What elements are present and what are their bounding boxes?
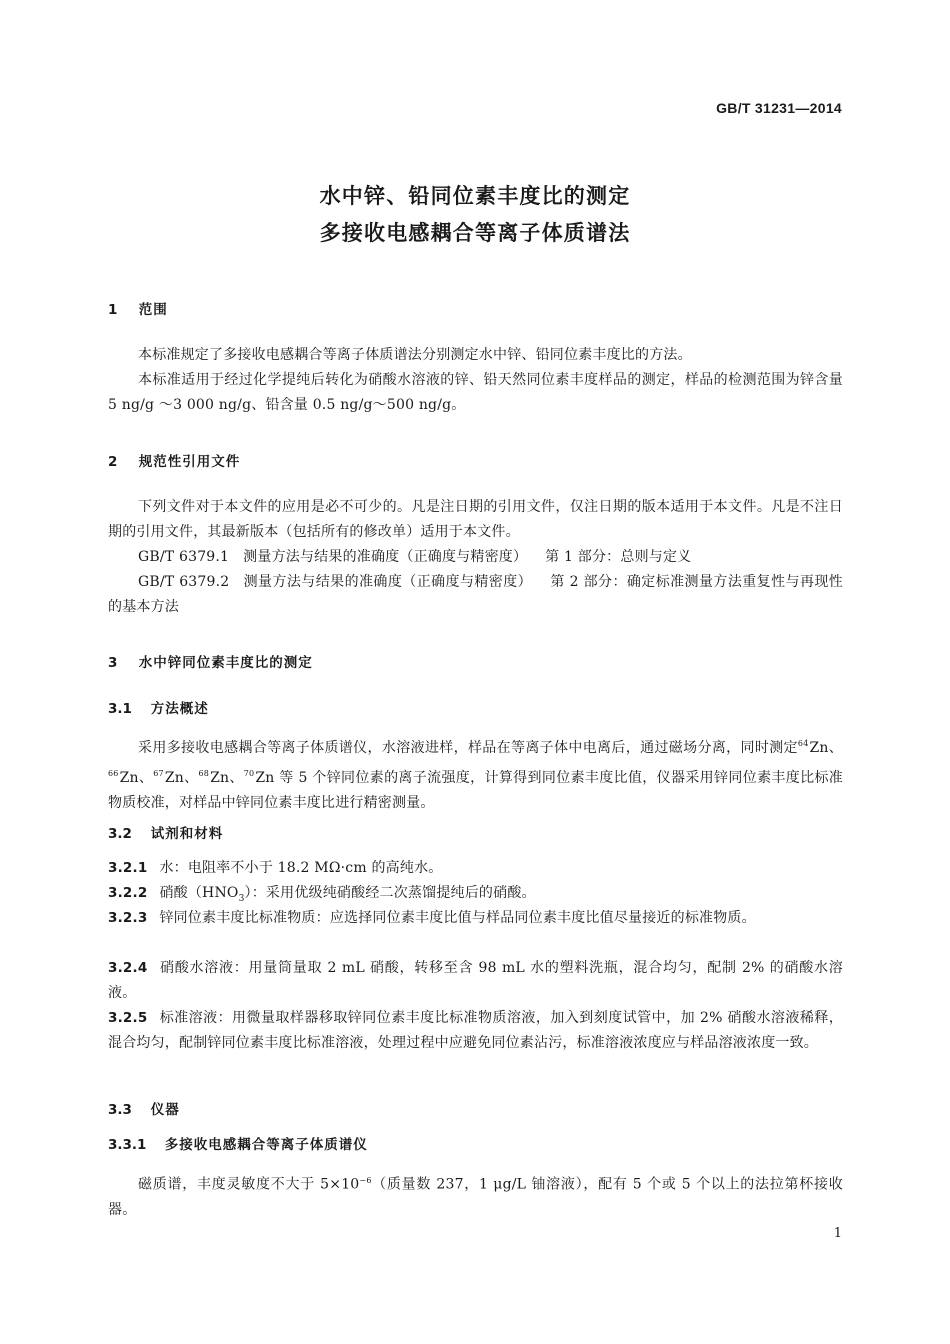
subsection-3-2-heading (108, 822, 223, 842)
paragraph: 本标准规定了多接收电感耦合等离子体质谱法分别测定水中锌、铅同位素丰度比的方法。 (138, 347, 692, 363)
section-label: 仪器 (150, 1102, 180, 1118)
clause-text: ）：采用优级纯硝酸经二次蒸馏提纯后的硝酸。 (244, 885, 536, 901)
clause-3-2-5 (108, 1006, 843, 1056)
document-title-line2: 多接收电感耦合等离子体质谱法 (319, 221, 631, 245)
section-label: 范围 (138, 302, 168, 318)
element-symbol: Zn (809, 740, 829, 756)
separator: 、 (229, 770, 244, 786)
reference-number: GB/T 6379.1 (138, 549, 230, 565)
reference-part: 第 2 部分：确定标准测量方法重复性与再现性的基本方法 (108, 574, 843, 615)
element-symbol: Zn (164, 770, 184, 786)
page-number: 1 (833, 1226, 842, 1241)
section-number: 1 (108, 302, 118, 318)
document-title-line1: 水中锌、铅同位素丰度比的测定 (319, 184, 631, 208)
clause-number: 3.2.1 (108, 860, 148, 876)
section-1-heading (108, 298, 168, 318)
reference-number: GB/T 6379.2 (138, 574, 230, 590)
isotope-mass: 70 (243, 769, 255, 778)
section-label: 多接收电感耦合等离子体质谱仪 (164, 1137, 368, 1153)
reference-item (108, 545, 843, 570)
text-span: 磁质谱，丰度灵敏度不大于 5×10 (138, 1176, 360, 1193)
paragraph: 下列文件对于本文件的应用是必不可少的。凡是注日期的引用文件，仅注日期的版本适用于本文件。凡是不注日期的引用文件，其最新版本（包括所有的修改单）适用于本文件。 (108, 499, 843, 540)
element-symbol: Zn (255, 770, 275, 786)
clause-number: 3.2.4 (108, 960, 148, 976)
clause-number: 3.2.2 (108, 885, 148, 901)
paragraph-method-overview (108, 731, 843, 816)
clause-number: 3.2.3 (108, 910, 148, 926)
section-label: 规范性引用文件 (138, 454, 241, 470)
section-number: 2 (108, 454, 118, 470)
clause-3-2-3 (108, 906, 843, 931)
isotope-mass: 64 (797, 739, 809, 748)
subscript: 3 (238, 893, 245, 904)
text-span: （质量数 237，1 μg/L 铀溶液），配有 5 个或 5 个以上的法拉第杯接收器。 (108, 1176, 843, 1218)
section-number: 3.3 (108, 1102, 132, 1118)
paragraph-instrument (108, 1168, 843, 1223)
clause-text: 硝酸水溶液：用量筒量取 2 mL 硝酸，转移至含 98 mL 水的塑料洗瓶，混合均匀，配制 2% 的硝酸水溶液。 (108, 960, 843, 1001)
section-number: 3.1 (108, 701, 132, 717)
isotope-mass: 68 (198, 769, 210, 778)
element-symbol: Zn (119, 770, 139, 786)
reference-item (108, 570, 843, 620)
isotope-mass: 66 (108, 769, 119, 778)
section-label: 方法概述 (150, 701, 209, 717)
section-number: 3.2 (108, 826, 132, 842)
reference-title: 测量方法与结果的准确度（正确度与精密度） (243, 574, 533, 590)
section-label: 试剂和材料 (150, 826, 224, 842)
element-symbol: Zn (210, 770, 230, 786)
clause-text: 锌同位素丰度比标准物质：应选择同位素丰度比值与样品同位素丰度比值尽量接近的标准物质。 (159, 910, 756, 926)
section-3-heading (108, 651, 313, 671)
subsection-3-3-1-heading (108, 1133, 368, 1153)
clause-text: 标准溶液：用微量取样器移取锌同位素丰度比标准物质溶液，加入到刻度试管中，加 2% 硝酸水溶液稀释，混合均匀，配制锌同位素丰度比标准溶液，处理过程中应避免同位素沾污，标准溶液浓度应与样品溶液浓度一致。 (108, 1010, 843, 1051)
section-label: 水中锌同位素丰度比的测定 (138, 655, 313, 671)
clause-3-2-1 (108, 856, 843, 881)
clause-text: 水：电阻率不小于 18.2 MΩ·cm 的高纯水。 (159, 860, 443, 876)
section-number: 3.3.1 (108, 1137, 147, 1153)
reference-title: 测量方法与结果的准确度（正确度与精密度） (243, 549, 528, 565)
text-span: 等 5 个锌同位素的离子流强度，计算得到同位素丰度比值，仪器采用锌同位素丰度比标准物质校准，对样品中锌同位素丰度比进行精密测量。 (108, 770, 843, 811)
separator: 、 (184, 770, 199, 786)
section-2-heading (108, 450, 240, 470)
clause-text: 硝酸（HNO (159, 885, 239, 901)
subsection-3-1-heading (108, 697, 209, 717)
section-number: 3 (108, 655, 118, 671)
separator: 、 (138, 770, 154, 786)
clause-number: 3.2.5 (108, 1010, 148, 1026)
separator: 、 (828, 740, 844, 756)
standard-number: GB/T 31231—2014 (716, 100, 842, 116)
superscript: −6 (359, 1176, 372, 1185)
reference-part: 第 1 部分：总则与定义 (545, 549, 692, 565)
text-span: 采用多接收电感耦合等离子体质谱仪，水溶液进样，样品在等离子体中电离后，通过磁场分离，同时测定 (138, 740, 798, 756)
clause-3-2-4 (108, 956, 843, 1006)
isotope-mass: 67 (153, 769, 164, 778)
subsection-3-3-heading (108, 1098, 180, 1118)
paragraph: 本标准适用于经过化学提纯后转化为硝酸水溶液的锌、铅天然同位素丰度样品的测定，样品的检测范围为锌含量 5 ng/g ～3 000 ng/g、铅含量 0.5 ng/g～500 ng/g。 (108, 372, 843, 413)
